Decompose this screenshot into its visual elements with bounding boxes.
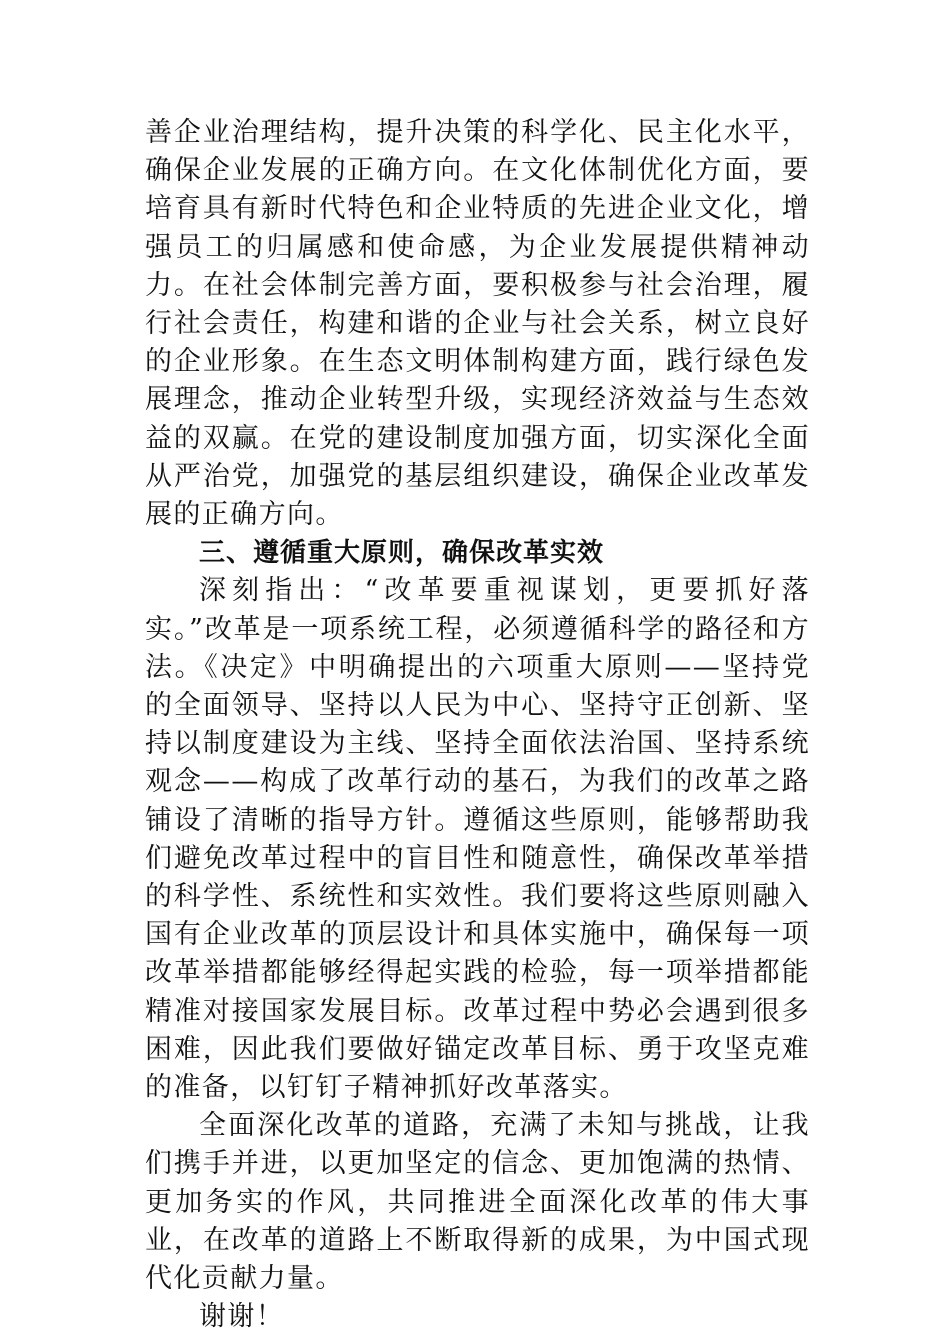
section-heading-3: 三、遵循重大原则，确保改革实效	[199, 538, 605, 569]
document-page	[145, 114, 810, 1337]
body-paragraph-closing: 全面深化改革的道路，充满了未知与挑战，让我们携手并进，以更加坚定的信念、更加饱满的热情、更加务实的作风，共同推进全面深化改革的伟大事业，在改革的道路上不断取得新的成果，为中国式现代化贡献力量。	[145, 1110, 810, 1295]
body-paragraph-continuation: 善企业治理结构，提升决策的科学化、民主化水平，确保企业发展的正确方向。在文化体制优化方面，要培育具有新时代特色和企业特质的先进企业文化，增强员工的归属感和使命感，为企业发展提供精神动力。在社会体制完善方面，要积极参与社会治理，履行社会责任，构建和谐的企业与社会关系，树立良好的企业形象。在生态文明体制构建方面，践行绿色发展理念，推动企业转型升级，实现经济效益与生态效益的双赢。在党的建设制度加强方面，切实深化全面从严治党，加强党的基层组织建设，确保企业改革发展的正确方向。	[145, 117, 810, 531]
thanks-line: 谢谢！	[199, 1301, 285, 1333]
body-paragraph-principles: 深刻指出：“改革要重视谋划，更要抓好落实。”改革是一项系统工程，必须遵循科学的路径和方法。《决定》中明确提出的六项重大原则——坚持党的全面领导、坚持以人民为中心、坚持守正创新、坚持以制度建设为主线、坚持全面依法治国、坚持系统观念——构成了改革行动的基石，为我们的改革之路铺设了清晰的指导方针。遵循这些原则，能够帮助我们避免改革过程中的盲目性和随意性，确保改革举措的科学性、系统性和实效性。我们要将这些原则融入国有企业改革的顶层设计和具体实施中，确保每一项改革举措都能够经得起实践的检验，每一项举措都能精准对接国家发展目标。改革过程中势必会遇到很多困难，因此我们要做好锚定改革目标、勇于攻坚克难的准备，以钉钉子精神抓好改革落实。	[145, 575, 810, 1104]
